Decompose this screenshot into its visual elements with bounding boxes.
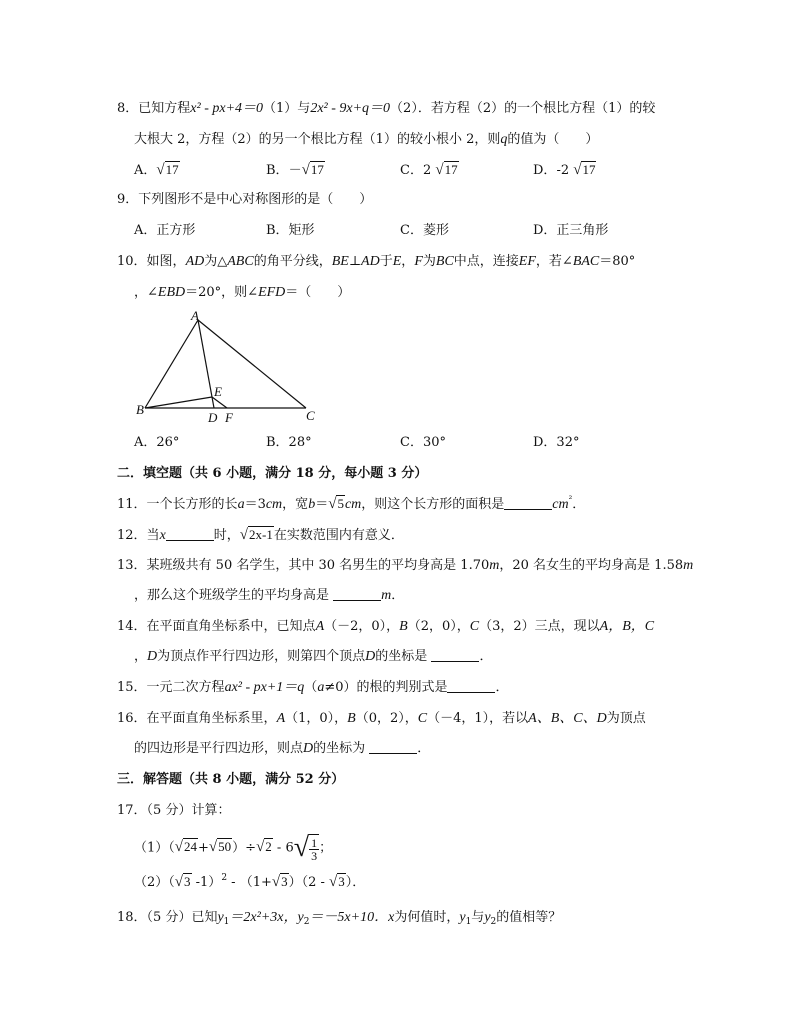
q14-answer-blank[interactable] bbox=[431, 647, 479, 662]
sqrt-symbol: √24 bbox=[174, 839, 198, 856]
q17-part1: （1）（√24+√50）÷√2 - 6√ $\frac{1}{3}$ ； bbox=[134, 832, 333, 864]
q9-stem: 9．下列图形不是中心对称图形的是（ ） bbox=[117, 192, 373, 207]
label-d: D bbox=[208, 410, 218, 425]
sqrt-symbol: √17 bbox=[435, 162, 458, 178]
q10-option-a[interactable]: A．26° bbox=[134, 435, 180, 450]
q9-option-b[interactable]: B．矩形 bbox=[266, 223, 315, 238]
segment-be bbox=[145, 397, 212, 408]
q8-option-c[interactable]: C．2 √17 bbox=[400, 160, 459, 181]
q10-option-d[interactable]: D．32° bbox=[533, 435, 580, 450]
sqrt-symbol: √17 bbox=[573, 162, 596, 178]
sqrt-symbol: √3 bbox=[271, 874, 288, 890]
q13-line2: ，那么这个班级学生的平均身高是 m． bbox=[134, 588, 405, 603]
sqrt-symbol: √50 bbox=[208, 839, 232, 856]
q15-answer-blank[interactable] bbox=[447, 678, 495, 693]
label-a: A bbox=[191, 308, 199, 323]
sqrt-symbol: √17 bbox=[156, 162, 179, 178]
q8-option-d[interactable]: D．-2 √17 bbox=[533, 160, 596, 181]
q8-option-a[interactable]: A．√17 bbox=[134, 160, 180, 181]
segment-ad bbox=[198, 320, 214, 408]
label-c: C bbox=[306, 408, 315, 423]
q10-line2: ，∠EBD＝20°，则∠EFD＝（ ） bbox=[134, 285, 351, 300]
section-fill-in-title: 二．填空题（共 6 小题，满分 18 分，每小题 3 分） bbox=[117, 466, 428, 481]
q15-stem: 15．一元二次方程ax² - px+1＝q（a≠0）的根的判别式是 ． bbox=[117, 680, 509, 695]
sqrt-symbol: √2x-1 bbox=[239, 527, 273, 543]
q16-line1: 16．在平面直角坐标系里，A（1，0），B（0，2），C（－4，1），若以A、B、C、D为顶点 bbox=[117, 711, 646, 726]
q14-line2: ，D为顶点作平行四边形，则第四个顶点D的坐标是 ． bbox=[134, 649, 493, 664]
label-b: B bbox=[136, 402, 144, 417]
q17-stem: 17．（5 分）计算： bbox=[117, 803, 231, 818]
q11-stem: 11．一个长方形的长a＝3cm，宽b＝√5cm，则这个长方形的面积是 $cm^{^2}$． bbox=[117, 494, 585, 515]
q13-answer-blank[interactable] bbox=[333, 586, 381, 601]
sqrt-symbol: √17 bbox=[301, 162, 324, 178]
q8-line1: 8．已知方程x² - px+4＝0（1）与2x² - 9x+q＝0（2）．若方程（2）的一个根比方程（1）的较 bbox=[117, 101, 656, 116]
q12-stem: 12．当x 时，√2x-1在实数范围内有意义． bbox=[117, 525, 404, 546]
sqrt-fraction: √ $\frac{1}{3}$ bbox=[293, 832, 318, 864]
q9-option-d[interactable]: D．正三角形 bbox=[533, 223, 609, 238]
sqrt-symbol: √3 bbox=[174, 874, 191, 890]
q14-line1: 14．在平面直角坐标系中，已知点A（－2，0），B（2，0），C（3，2）三点，现以A，B，C bbox=[117, 619, 655, 634]
q12-answer-blank[interactable] bbox=[166, 526, 214, 541]
sqrt-symbol: √3 bbox=[329, 874, 345, 890]
q13-line1: 13．某班级共有 50 名学生，其中 30 名男生的平均身高是 1.70m，20 名女生的平均身高是 1.58m bbox=[117, 558, 694, 573]
q8-option-b[interactable]: B．－√17 bbox=[266, 160, 325, 181]
q16-answer-blank[interactable] bbox=[369, 739, 417, 754]
q9-option-a[interactable]: A．正方形 bbox=[134, 223, 196, 238]
q10-line1: 10．如图，AD为△ABC的角平分线，BE⊥AD于E，F为BC中点，连接EF，若∠BAC＝80° bbox=[117, 254, 636, 269]
q8-line2: 大根大 2，方程（2）的另一个根比方程（1）的较小根小 2，则q的值为（ ） bbox=[134, 132, 599, 147]
q16-line2: 的四边形是平行四边形，则点D的坐标为 ． bbox=[134, 741, 431, 756]
segment-ab bbox=[145, 320, 198, 408]
sqrt-symbol: √2 bbox=[256, 839, 272, 856]
q11-answer-blank[interactable] bbox=[504, 495, 552, 510]
triangle-figure bbox=[130, 308, 330, 428]
q10-option-c[interactable]: C．30° bbox=[400, 435, 446, 450]
q18-stem: 18．（5 分）已知$y_1=2x^2+3x$，$y_2=-5x+10$．x为何值时，$y_1$与$y_2$的值相等？ bbox=[117, 910, 562, 927]
q17-part2: （2）（√3 -1）$^2$ - （1+√3）（2 - √3）． bbox=[134, 872, 365, 893]
section-solutions-title: 三．解答题（共 8 小题，满分 52 分） bbox=[117, 772, 345, 787]
label-f: F bbox=[225, 410, 233, 425]
q9-option-c[interactable]: C．菱形 bbox=[400, 223, 449, 238]
q10-option-b[interactable]: B．28° bbox=[266, 435, 312, 450]
label-e: E bbox=[214, 384, 222, 399]
sqrt-symbol: √5 bbox=[328, 496, 344, 512]
